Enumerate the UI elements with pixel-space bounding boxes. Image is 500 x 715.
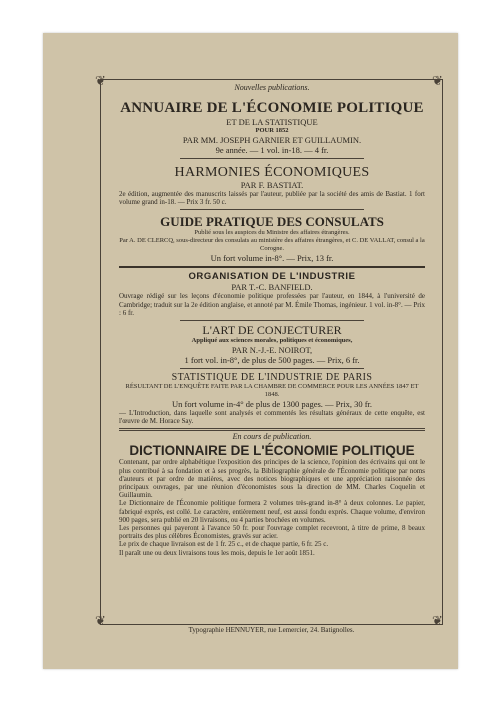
page-sheet xyxy=(43,33,458,669)
divider xyxy=(119,428,425,431)
harmonies-author: PAR F. BASTIAT. xyxy=(240,180,304,190)
organisation-details: Ouvrage rédigé sur les leçons d'économie politique professées par l'auteur, en 1844, à l'université de Cambridge; traduit sur la 2e édition anglaise, et annoté par M. Émile Thomas, ingénieur. 1 vol. in-8°. — Prix : 6 fr. xyxy=(119,292,425,317)
corner-ornament-icon: ❦ xyxy=(95,73,106,88)
corner-ornament-icon: ❦ xyxy=(432,613,443,628)
statistique-details: Un fort volume in-4° de plus de 1300 pages. — Prix, 30 fr. xyxy=(171,399,373,410)
guide-title: GUIDE PRATIQUE DES CONSULATS xyxy=(160,214,384,230)
conjecturer-details: 1 fort vol. in-8°, de plus de 500 pages. — Prix, 6 fr. xyxy=(184,355,360,366)
divider xyxy=(180,158,364,159)
statistique-subtitle: RÉSULTANT DE L'ENQUÊTE FAITE PAR LA CHAMBRE DE COMMERCE POUR LES ANNÉES 1847 ET 1848. xyxy=(125,383,419,399)
annuaire-details: 9e année. — 1 vol. in-18. — 4 fr. xyxy=(215,145,329,155)
dictionnaire-body: Contenant, par ordre alphabétique l'exposition des principes de la science, l'opinion des écrivains qui ont le plus contribué à sa fondation et à ses progrès, la Bibliographie générale de l'Économie politique par noms d'auteurs et par ordre de matières, avec des notices biographiques et une appréciation raisonnée des principaux ouvrages, par une réunion d'économistes sous la direction de MM. Charles Coquelin et Guillaumin. xyxy=(119,458,425,500)
statistique-intro: — L'Introduction, dans laquelle sont analysés et commentés les résultats généraux de cette enquête, est l'œuvre de M. Horace Say. xyxy=(119,409,425,426)
annuaire-authors: PAR MM. JOSEPH GARNIER ET GUILLAUMIN. xyxy=(182,135,362,145)
annuaire-title: ANNUAIRE DE L'ÉCONOMIE POLITIQUE xyxy=(120,100,424,116)
guide-authors: Par A. DE CLERCQ, sous-directeur des consulats au ministère des affaires étrangères, et C. DE VALLAT, consul a la Corogne. xyxy=(119,237,425,253)
dictionnaire-title: DICTIONNAIRE DE L'ÉCONOMIE POLITIQUE xyxy=(129,443,415,459)
statistique-title: STATISTIQUE DE L'INDUSTRIE DE PARIS xyxy=(171,372,373,384)
organisation-title: ORGANISATION DE L'INDUSTRIE xyxy=(188,271,356,283)
organisation-author: PAR T.-C. BANFIELD. xyxy=(231,282,313,293)
divider xyxy=(180,320,364,321)
section-label: En cours de publication. xyxy=(232,432,312,442)
dictionnaire-body: Le prix de chaque livraison est de 1 fr. 25 c., et de chaque partie, 6 fr. 25 c. xyxy=(119,540,329,549)
divider xyxy=(180,209,364,210)
divider xyxy=(180,368,364,369)
annuaire-year: POUR 1852 xyxy=(255,127,289,134)
divider xyxy=(119,266,425,268)
corner-ornament-icon: ❦ xyxy=(95,613,106,628)
section-label: Nouvelles publications. xyxy=(234,83,310,92)
conjecturer-title: L'ART DE CONJECTURER xyxy=(202,323,342,338)
conjecturer-subtitle: Appliqué aux sciences morales, politiques et économiques, xyxy=(191,337,353,345)
corner-ornament-icon: ❦ xyxy=(432,73,443,88)
printer-footer: Typographie HENNUYER, rue Lemercier, 24. Batignolles. xyxy=(188,626,355,634)
annuaire-subtitle: ET DE LA STATISTIQUE xyxy=(226,117,318,127)
dictionnaire-body: Les personnes qui payeront à l'avance 50 fr. pour l'ouvrage complet recevront, à titre de prime, 8 beaux portraits des plus célèbres Économistes, gravés sur acier. xyxy=(119,524,425,541)
guide-note: Publié sous les auspices du Ministre des affaires étrangères. xyxy=(194,229,350,237)
conjecturer-author: PAR N.-J.-E. NOIROT, xyxy=(231,345,313,356)
harmonies-details: 2e édition, augmentée des manuscrits laissés par l'auteur, publiée par la société des amis de Bastiat. 1 fort volume grand in-18. — Prix 3 fr. 50 c. xyxy=(119,190,425,207)
dictionnaire-body: Le Dictionnaire de l'Économie politique formera 2 volumes très-grand in-8° à deux colonnes. Le papier, fabriqué exprès, est collé. Le caractère, entièrement neuf, est aussi fondu exprès. Chaque volume, d'environ 900 pages, sera publié en 20 livraisons, ou 4 parties brochées en volumes. xyxy=(119,499,425,524)
dictionnaire-body: Il paraît une ou deux livraisons tous les mois, depuis le 1er août 1851. xyxy=(119,548,315,557)
guide-details: Un fort volume in-8°. — Prix, 13 fr. xyxy=(210,253,334,264)
harmonies-title: HARMONIES ÉCONOMIQUES xyxy=(174,165,370,180)
publication-list xyxy=(119,83,425,557)
